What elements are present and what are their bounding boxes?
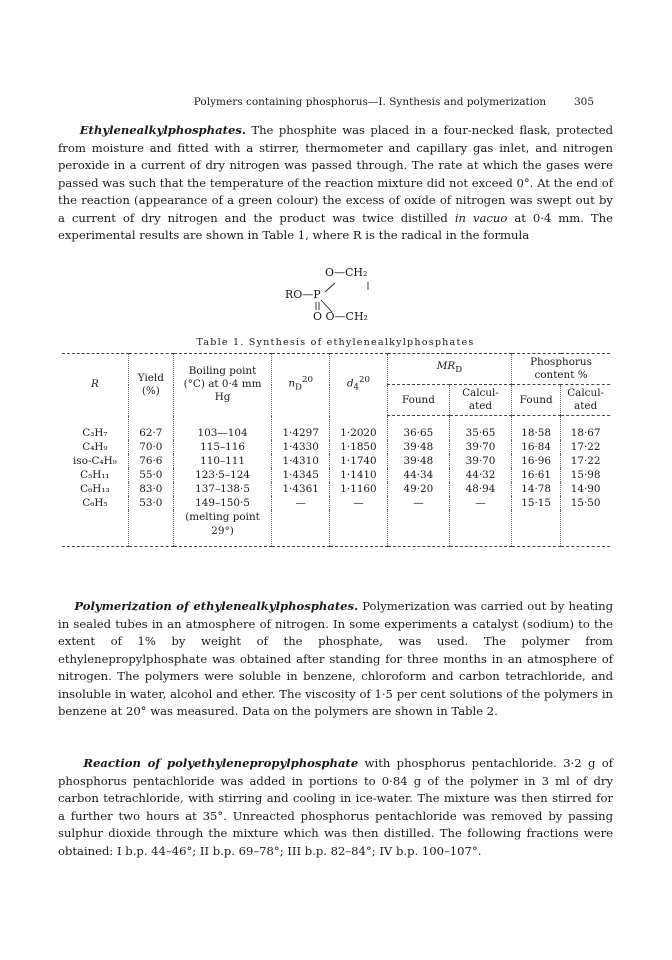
- table-caption: Table 1. Synthesis of ethylenealkylphosphates: [196, 337, 475, 348]
- section-heading-polymerization: Polymerization of ethylenealkylphosphates.: [74, 599, 359, 613]
- table-row: C₅H₁₁ 55·0 123·5–124 1·4345 1·1410 44·34 44·32 16·61 15·98: [62, 468, 610, 482]
- running-title: Polymers containing phosphorus—I. Synthesis and polymerization: [193, 96, 547, 108]
- header-p-calculated: Calcul-ated: [561, 385, 610, 416]
- page-number: 305: [574, 96, 595, 108]
- structural-formula: [285, 266, 395, 328]
- section-heading-ethylenealkylphosphates: Ethylenealkylphosphates.: [79, 123, 246, 137]
- paragraph-reaction: [58, 755, 613, 860]
- header-refractive-index: $n_D^{20}$: [272, 354, 330, 416]
- table-row: iso-C₄H₉ 76·6 110–111 1·4310 1·1740 39·48 39·70 16·96 17·22: [62, 454, 610, 468]
- paragraph-synthesis-text-a: The phosphite was placed in a four-necked flask, protected from moisture and fitted with a stirrer, thermometer and capillary gas inlet, and nitrogen peroxide in a current of dry nitrogen was passed through. The rate at which the gases were passed was such that the temperature of the reaction mixture did not exceed 0°. At the end of the reaction (appearance of a green colour) the excess of oxide of nitrogen was swept out by a current of dry nitrogen and the product was twice distilled: [58, 123, 613, 225]
- header-r: R: [62, 354, 128, 416]
- formula-bonds: [285, 266, 395, 328]
- paragraph-reaction-text: with phosphorus pentachloride. 3·2 g of phosphorus pentachloride was added in portions to 0·84 g of the polymer in 3 ml of dry carbon tetrachloride, with stirring and cooling in ice-water. The mixture was then stirred for a further two hours at 35°. Unreacted phosphorus pentachloride was removed by passing sulphur dioxide through the mixture which was then distilled. The following fractions were obtained: I b.p. 44–46°; II b.p. 69–78°; III b.p. 82–84°; IV b.p. 100–107°.: [58, 756, 613, 858]
- header-phosphorus-content: Phosphorus content %: [512, 354, 610, 385]
- formula-phosphorus-group: RO—P: [285, 288, 321, 301]
- header-boiling-point: Boiling point (°C) at 0·4 mm Hg: [173, 354, 271, 416]
- header-density: $d_4^{20}$: [330, 354, 388, 416]
- paragraph-synthesis: [58, 122, 613, 245]
- paragraph-polymerization: [58, 598, 613, 721]
- in-vacuo-term: in vacuo: [454, 210, 508, 225]
- formula-bottom-group: O O—CH₂: [313, 310, 368, 323]
- header-molar-refraction: $MR_D$: [387, 354, 511, 385]
- header-yield: Yield (%): [128, 354, 173, 416]
- section-heading-reaction: Reaction of polyethylenepropylphosphate: [83, 756, 359, 770]
- table-row-note: [62, 510, 610, 547]
- table-row: C₄H₉ 70·0 115–116 1·4330 1·1850 39·48 39·70 16·84 17·22: [62, 440, 610, 454]
- header-p-found: Found: [512, 385, 561, 416]
- header-mr-calculated: Calcul-ated: [449, 385, 511, 416]
- synthesis-table: [62, 353, 610, 547]
- melting-point-note: (melting point 29°): [173, 510, 271, 547]
- formula-top-group: O—CH₂: [325, 266, 368, 279]
- table-row: C₆H₅ 53·0 149–150·5 — — — — 15·15 15·50: [62, 496, 610, 510]
- header-mr-found: Found: [387, 385, 449, 416]
- table-row: C₆H₁₃ 83·0 137–138·5 1·4361 1·1160 49·20 48·94 14·78 14·90: [62, 482, 610, 496]
- paragraph-synthesis-text-b: at 0·4 mm. The experimental results are shown in Table 1, where R is the radical in the formula: [58, 210, 613, 242]
- table-row: C₃H₇ 62·7 103—104 1·4297 1·2020 36·65 35·65 18·58 18·67: [62, 416, 610, 441]
- paragraph-polymerization-text: Polymerization was carried out by heating in sealed tubes in an atmosphere of nitrogen. In some experiments a catalyst (sodium) to the extent of 1% by weight of the phosphate, was used. The polymer from ethylenepropylphosphate was obtained after standing for three months in an atmosphere of nitrogen. The polymers were soluble in benzene, chloroform and carbon tetrachloride, and insoluble in water, alcohol and ether. The viscosity of 1·5 per cent solutions of the polymers in benzene at 20° was measured. Data on the polymers are shown in Table 2.: [58, 599, 613, 718]
